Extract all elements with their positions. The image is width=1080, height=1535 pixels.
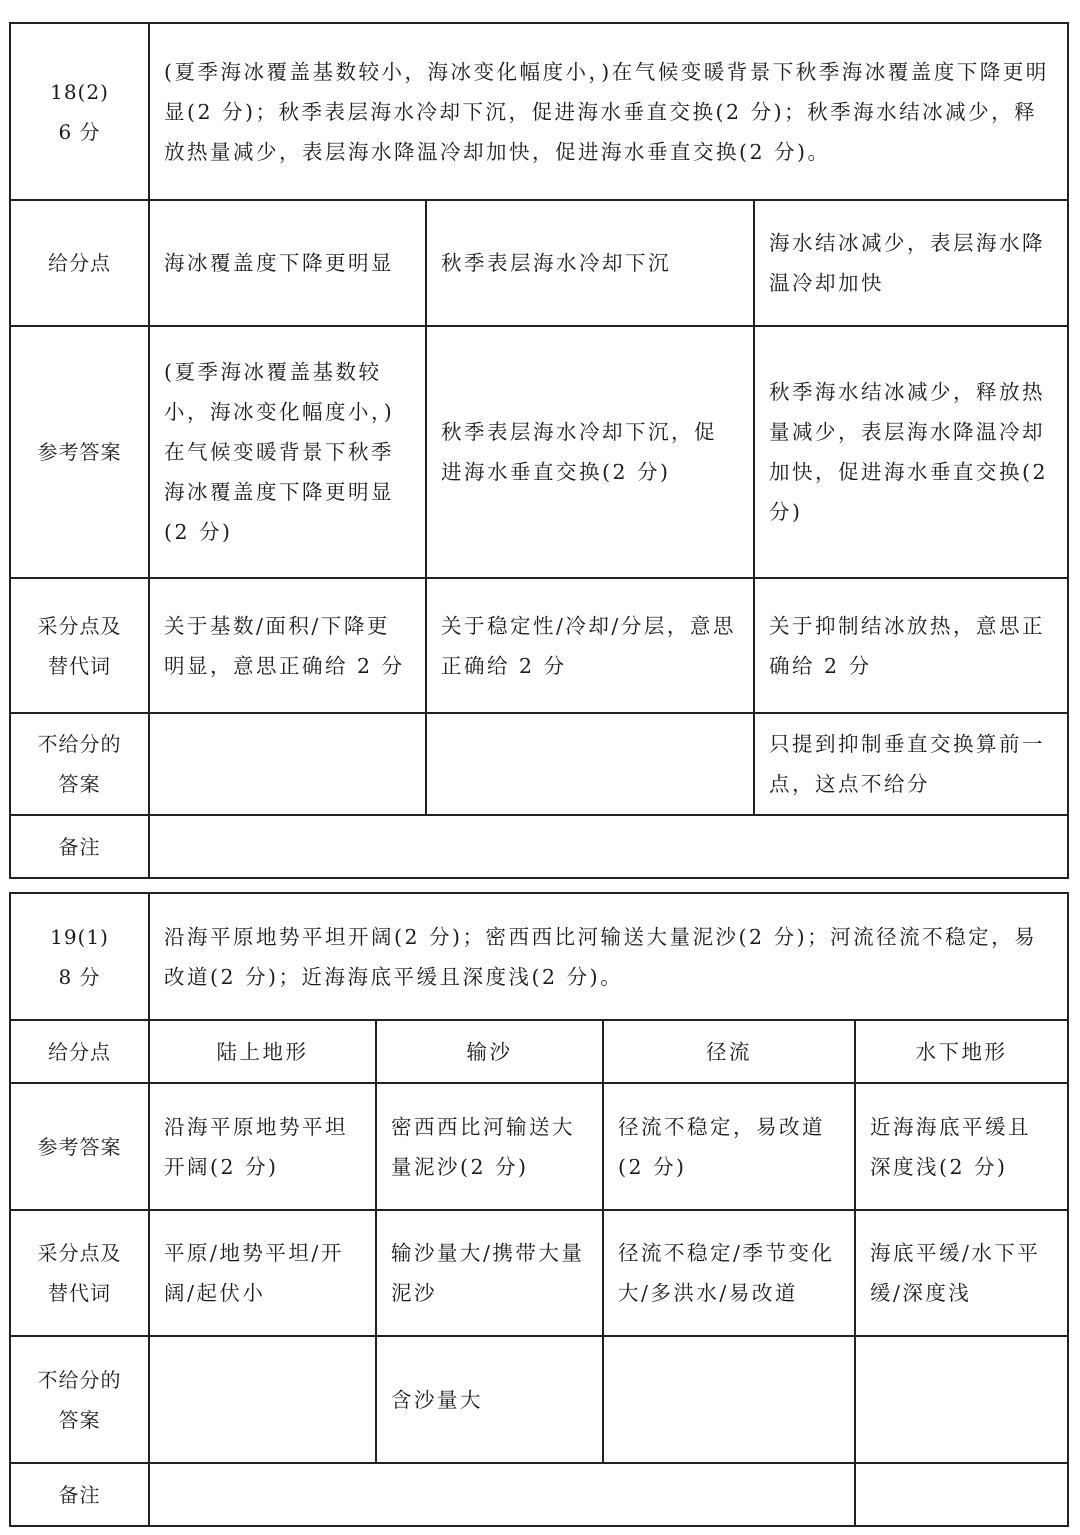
q18-header-row: [10, 23, 1068, 200]
q19-question-label: [10, 893, 149, 1020]
q19-keywords-label-line: 采分点及: [37, 1241, 122, 1265]
q18-keywords-label-line: 替代词: [48, 653, 111, 678]
q18-no-score-cell: [149, 713, 426, 815]
q19-keywords-cell: 平原/地势平坦/开阔/起伏小: [149, 1210, 376, 1336]
q18-keywords-row: [10, 578, 1068, 713]
q19-full-answer: 沿海平原地势平坦开阔(2 分)；密西西比河输送大量泥沙(2 分)；河流径流不稳定，易改道(2 分)；近海海底平缓且深度浅(2 分)。: [149, 893, 1068, 1020]
q19-question-number: 19(1): [50, 924, 109, 949]
q19-no-score-row: [10, 1336, 1068, 1463]
q19-remarks-cell: [149, 1463, 855, 1526]
q18-reference-cell: (夏季海冰覆盖基数较小，海冰变化幅度小，)在气候变暖背景下秋季海冰覆盖度下降更明显(2 分): [149, 326, 426, 578]
q19-scoring-table: [9, 892, 1069, 1527]
q19-reference-cell: 沿海平原地势平坦开阔(2 分): [149, 1083, 376, 1210]
q18-keywords-label: [10, 578, 149, 713]
q18-question-label: [10, 23, 149, 200]
q18-no-score-cell: 只提到抑制垂直交换算前一点，这点不给分: [754, 713, 1068, 815]
q18-remarks-row: [10, 815, 1068, 878]
q19-keywords-row: [10, 1210, 1068, 1336]
q19-keywords-cell: 径流不稳定/季节变化大/多洪水/易改道: [603, 1210, 855, 1336]
q19-scoring-point-cell: 输沙: [376, 1020, 603, 1083]
q19-keywords-label: [10, 1210, 149, 1336]
q19-no-score-cell: [855, 1336, 1068, 1463]
q18-reference-row: [10, 326, 1068, 578]
q18-no-score-row: [10, 713, 1068, 815]
q18-scoring-table: [9, 22, 1069, 879]
q18-full-answer: (夏季海冰覆盖基数较小，海冰变化幅度小，)在气候变暖背景下秋季海冰覆盖度下降更明显(2 分)；秋季表层海水冷却下沉，促进海水垂直交换(2 分)；秋季海水结冰减少，释放热量减少，表层海水降温冷却加快，促进海水垂直交换(2 分)。: [149, 23, 1068, 200]
q19-keywords-cell: 输沙量大/携带大量泥沙: [376, 1210, 603, 1336]
q19-scoring-point-row: [10, 1020, 1068, 1083]
q18-scoring-point-cell: 海冰覆盖度下降更明显: [149, 200, 426, 326]
q19-header-row: [10, 893, 1068, 1020]
q18-no-score-label-line: 不给分的: [37, 732, 122, 756]
q18-no-score-label-line: 答案: [58, 772, 101, 796]
q19-remarks-label: 备注: [10, 1463, 149, 1526]
q19-no-score-cell: [149, 1336, 376, 1463]
q19-reference-cell: 径流不稳定，易改道(2 分): [603, 1083, 855, 1210]
q19-no-score-label: [10, 1336, 149, 1463]
q19-scoring-point-cell: 陆上地形: [149, 1020, 376, 1083]
q18-scoring-point-row: [10, 200, 1068, 326]
q18-scoring-point-cell: 秋季表层海水冷却下沉: [426, 200, 754, 326]
q18-reference-cell: 秋季表层海水冷却下沉，促进海水垂直交换(2 分): [426, 326, 754, 578]
q19-no-score-label-line: 不给分的: [37, 1367, 122, 1392]
q18-no-score-label: [10, 713, 149, 815]
q18-no-score-cell: [426, 713, 754, 815]
q19-remarks-row: [10, 1463, 1068, 1526]
q19-reference-cell: 密西西比河输送大量泥沙(2 分): [376, 1083, 603, 1210]
q19-scoring-point-label: 给分点: [10, 1020, 149, 1083]
q18-question-points: 6 分: [58, 119, 101, 144]
q19-keywords-label-line: 替代词: [48, 1281, 111, 1305]
q19-scoring-point-cell: 径流: [603, 1020, 855, 1083]
q19-no-score-cell: [603, 1336, 855, 1463]
q18-keywords-cell: 关于抑制结冰放热，意思正确给 2 分: [754, 578, 1068, 713]
q18-scoring-point-cell: 海水结冰减少，表层海水降温冷却加快: [754, 200, 1068, 326]
q19-question-points: 8 分: [58, 964, 101, 989]
q18-keywords-cell: 关于稳定性/冷却/分层，意思正确给 2 分: [426, 578, 754, 713]
q18-reference-label: 参考答案: [10, 326, 149, 578]
q19-no-score-cell: 含沙量大: [376, 1336, 603, 1463]
q19-keywords-cell: 海底平缓/水下平缓/深度浅: [855, 1210, 1068, 1336]
q18-remarks-cell: [149, 815, 1068, 878]
q19-no-score-label-line: 答案: [58, 1407, 101, 1432]
q18-keywords-label-line: 采分点及: [37, 613, 122, 638]
q18-question-number: 18(2): [50, 79, 109, 104]
q18-remarks-label: 备注: [10, 815, 149, 878]
q19-reference-row: [10, 1083, 1068, 1210]
q19-reference-cell: 近海海底平缓且深度浅(2 分): [855, 1083, 1068, 1210]
q18-reference-cell: 秋季海水结冰减少，释放热量减少，表层海水降温冷却加快，促进海水垂直交换(2 分): [754, 326, 1068, 578]
q19-scoring-point-cell: 水下地形: [855, 1020, 1068, 1083]
q18-scoring-point-label: 给分点: [10, 200, 149, 326]
q19-reference-label: 参考答案: [10, 1083, 149, 1210]
q18-keywords-cell: 关于基数/面积/下降更明显，意思正确给 2 分: [149, 578, 426, 713]
q19-remarks-cell: [855, 1463, 1068, 1526]
